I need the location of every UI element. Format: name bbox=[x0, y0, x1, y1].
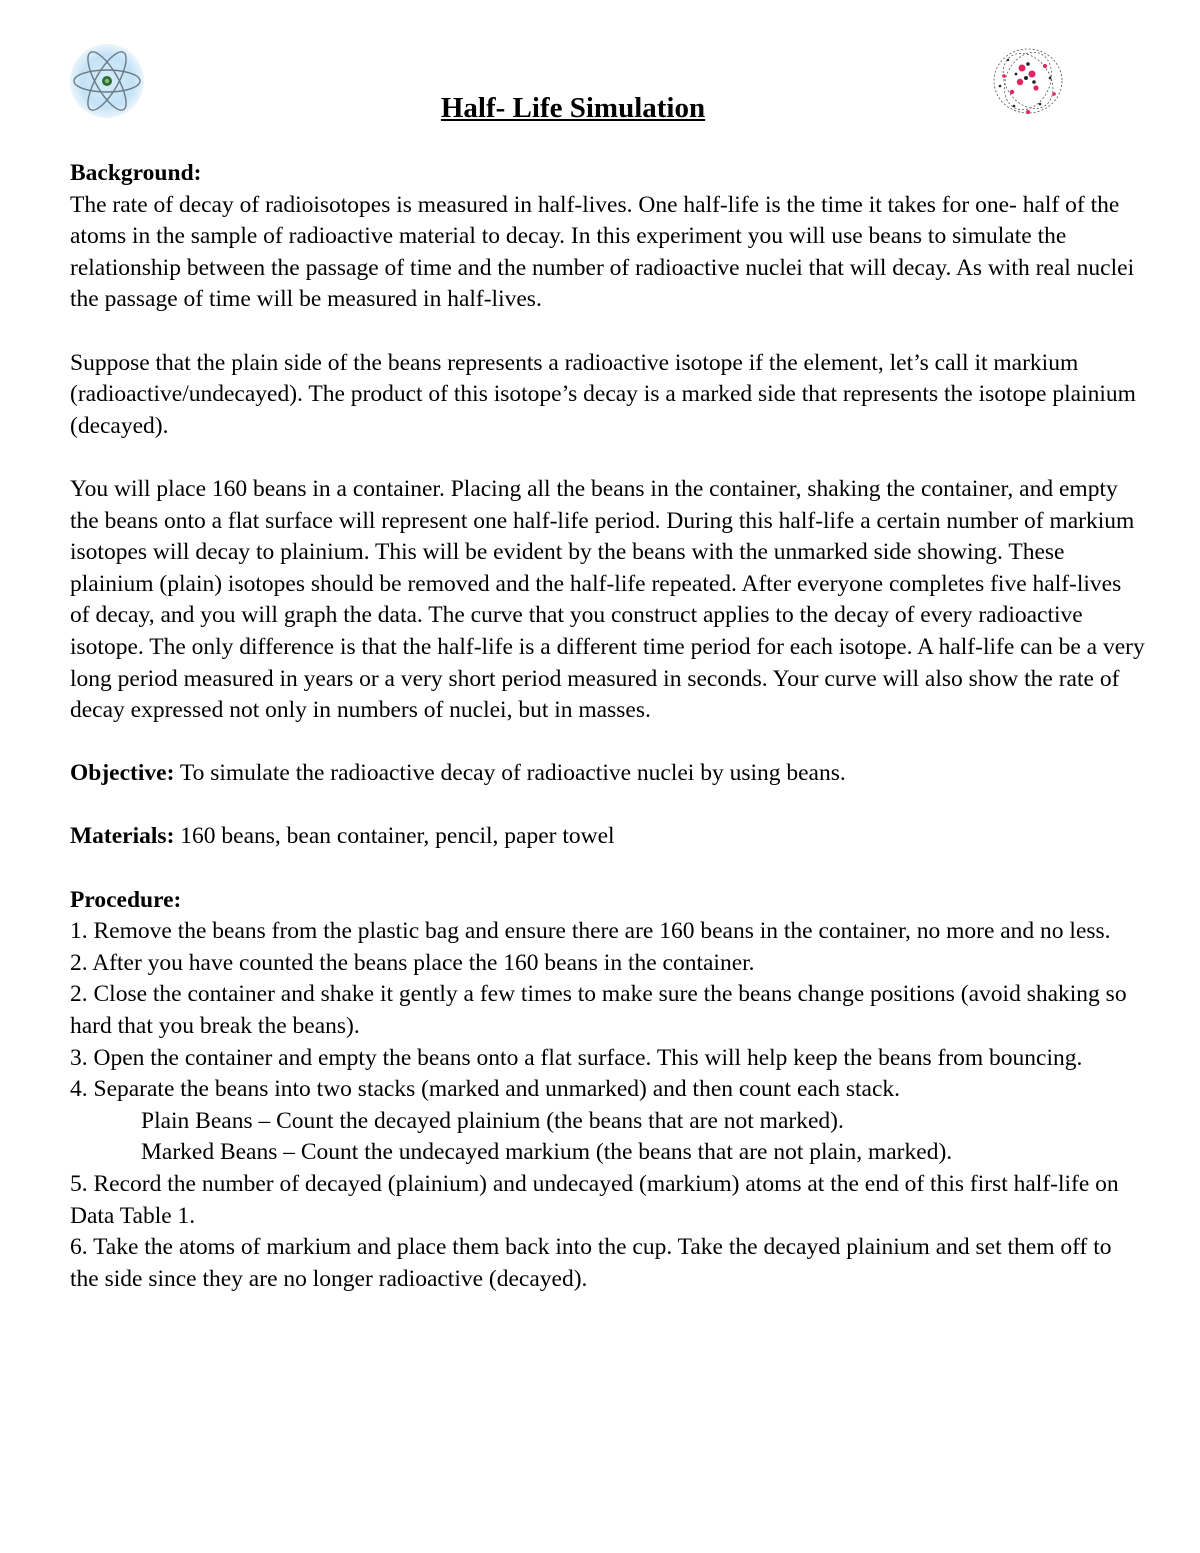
background-paragraph-3: You will place 160 beans in a container. Placing all the beans in the container, shaking the container, and empty the beans onto a flat surface will represent one half-life period. During this half-life a certain number of markium isotopes will decay to plainium. This will be evident by the beans with the unmarked side showing. These plainium (plain) isotopes should be removed and the half-life repeated. After everyone completes five half-lives of decay, and you will graph the data. The curve that you construct applies to the decay of every radioactive isotope. The only difference is that the half-life is a different time period for each isotope. A half-life can be a very long period measured in years or a very short period measured in seconds. Your curve will also show the rate of decay expressed not only in numbers of nuclei, but in masses. bbox=[70, 475, 1145, 724]
page-title: Half- Life Simulation bbox=[440, 92, 706, 124]
objective-text: To simulate the radioactive decay of radioactive nuclei by using beans. bbox=[174, 760, 846, 787]
materials-text: 160 beans, bean container, pencil, paper towel bbox=[174, 823, 615, 850]
background-paragraph-2: Suppose that the plain side of the beans represents a radioactive isotope if the element, let’s call it markium (radioactive/undecayed). The product of this isotope’s decay is a marked side that represents the isotope plainium (decayed). bbox=[70, 349, 1136, 439]
background-heading: Background: bbox=[70, 160, 202, 186]
background-paragraph-1: The rate of decay of radioisotopes is measured in half-lives. One half-life is the time it takes for one- half of the atoms in the sample of radioactive material to decay. In this experiment you will use beans to simulate the relationship between the passage of time and the number of radioactive nuclei that will decay. As with real nuclei the passage of time will be measured in half-lives. bbox=[70, 191, 1135, 313]
procedure-heading: Procedure: bbox=[70, 886, 182, 913]
procedure-step: 3. Open the container and empty the beans onto a flat surface. This will help keep the beans from bouncing. bbox=[70, 1044, 1083, 1071]
document-body bbox=[70, 158, 1145, 1295]
procedure-substep-marked: Marked Beans – Count the undecayed markium (the beans that are not plain, marked). bbox=[141, 1139, 953, 1166]
materials-section bbox=[70, 821, 1145, 853]
objective-section bbox=[70, 758, 1145, 790]
procedure-step: 1. Remove the beans from the plastic bag and ensure there are 160 beans in the container, no more and no less. bbox=[70, 918, 1111, 945]
procedure-substep-plain: Plain Beans – Count the decayed plainium (the beans that are not marked). bbox=[141, 1107, 844, 1134]
procedure-step: 5. Record the number of decayed (plainium) and undecayed (markium) atoms at the end of this first half-life on Data Table 1. bbox=[70, 1171, 1119, 1229]
materials-label: Materials: bbox=[70, 823, 175, 850]
procedure-step: 2. After you have counted the beans place the 160 beans in the container. bbox=[70, 949, 755, 976]
procedure-step: 2. Close the container and shake it gently a few times to make sure the beans change positions (avoid shaking so hard that you break the beans). bbox=[70, 981, 1127, 1040]
procedure-step: 6. Take the atoms of markium and place them back into the cup. Take the decayed plainium and set them off to the side since they are no longer radioactive (decayed). bbox=[70, 1234, 1112, 1292]
objective-label: Objective: bbox=[70, 760, 175, 787]
procedure-step: 4. Separate the beans into two stacks (marked and unmarked) and then count each stack. bbox=[70, 1076, 901, 1103]
